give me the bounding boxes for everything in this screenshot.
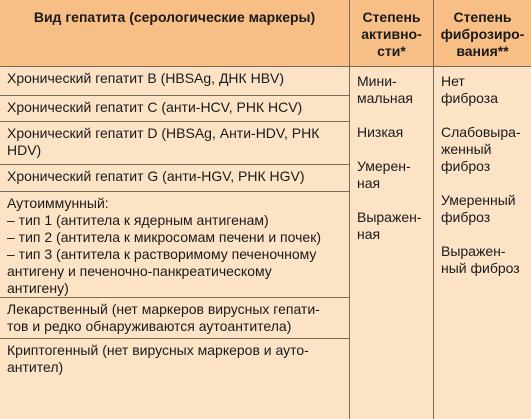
activity-degree-column: [349, 67, 433, 419]
fibrosis-text: ный фиброз: [441, 260, 520, 276]
row-text: антител): [7, 359, 64, 375]
header-hepatitis-type-label: Вид гепатита (серологические маркеры): [33, 9, 316, 25]
table-row: [0, 192, 349, 298]
fibrosis-degree-column: [433, 67, 531, 419]
fibrosis-text: фиброза: [441, 90, 498, 106]
table-row: [0, 122, 349, 165]
activity-item: [357, 158, 433, 192]
activity-item: [357, 124, 433, 141]
table-row: [0, 165, 349, 192]
row-text: – тип 3 (антитела к растворимому печеночному: [7, 246, 317, 262]
fibrosis-text: Умеренный: [441, 192, 516, 208]
activity-text: Низкая: [357, 124, 404, 140]
fibrosis-text: женный: [441, 141, 492, 157]
fibrosis-item: [441, 243, 531, 277]
row-text: Хронический гепатит С (анти-HCV, РНК HCV): [7, 99, 303, 115]
table-row: [0, 339, 349, 419]
row-text: – тип 2 (антитела к микросомам печени и почек): [7, 229, 321, 245]
row-text: антигену): [7, 280, 69, 296]
row-text: Аутоиммунный:: [7, 195, 109, 211]
activity-item: [357, 209, 433, 243]
fibrosis-text: Выражен-: [441, 243, 506, 259]
fibrosis-text: фиброз: [441, 158, 491, 174]
table-row: [0, 67, 349, 96]
fibrosis-text: Слабовыра-: [441, 124, 521, 140]
row-text: Криптогенный (нет вирусных маркеров и ауто-: [7, 342, 309, 358]
activity-text: мальная: [357, 90, 413, 106]
fibrosis-item: [441, 73, 531, 107]
header-fibrosis-degree: [433, 0, 531, 66]
header-fibrosis-line: Степень: [453, 9, 512, 25]
header-activity-degree: [349, 0, 433, 66]
activity-text: Выражен-: [357, 209, 422, 225]
row-text: Лекарственный (нет маркеров вирусных гепати-: [7, 301, 320, 317]
activity-item: [357, 73, 433, 107]
header-activity-line: активно-: [361, 26, 422, 42]
row-text: тов и редко обнаруживаются аутоантитела): [7, 318, 292, 334]
activity-text: ная: [357, 226, 381, 242]
row-text: Хронический гепатит В (HBSAg, ДНК HBV): [7, 70, 285, 86]
activity-text: ная: [357, 175, 381, 191]
table-header: [0, 0, 531, 67]
row-text: – тип 1 (антитела к ядерным антигенам): [7, 212, 269, 228]
row-text: HDV): [7, 142, 42, 158]
header-fibrosis-line: вания**: [456, 43, 509, 59]
fibrosis-item: [441, 192, 531, 226]
header-activity-line: Степень: [362, 9, 421, 25]
activity-text: Умерен-: [357, 158, 411, 174]
table-row: [0, 96, 349, 122]
row-text: Хронический гепатит G (анти-HGV, РНК HGV): [7, 168, 305, 184]
fibrosis-text: Нет: [441, 73, 465, 89]
header-fibrosis-line: фиброзиро-: [440, 26, 525, 42]
row-text: антигену и печеночно-панкреатическому: [7, 263, 272, 279]
header-hepatitis-type: [0, 0, 349, 66]
fibrosis-text: фиброз: [441, 209, 491, 225]
fibrosis-item: [441, 124, 531, 175]
table-row: [0, 298, 349, 339]
header-activity-line: сти*: [377, 43, 406, 59]
row-text: Хронический гепатит D (HBSAg, Анти-HDV, РНК: [7, 125, 320, 141]
activity-text: Мини-: [357, 73, 397, 89]
